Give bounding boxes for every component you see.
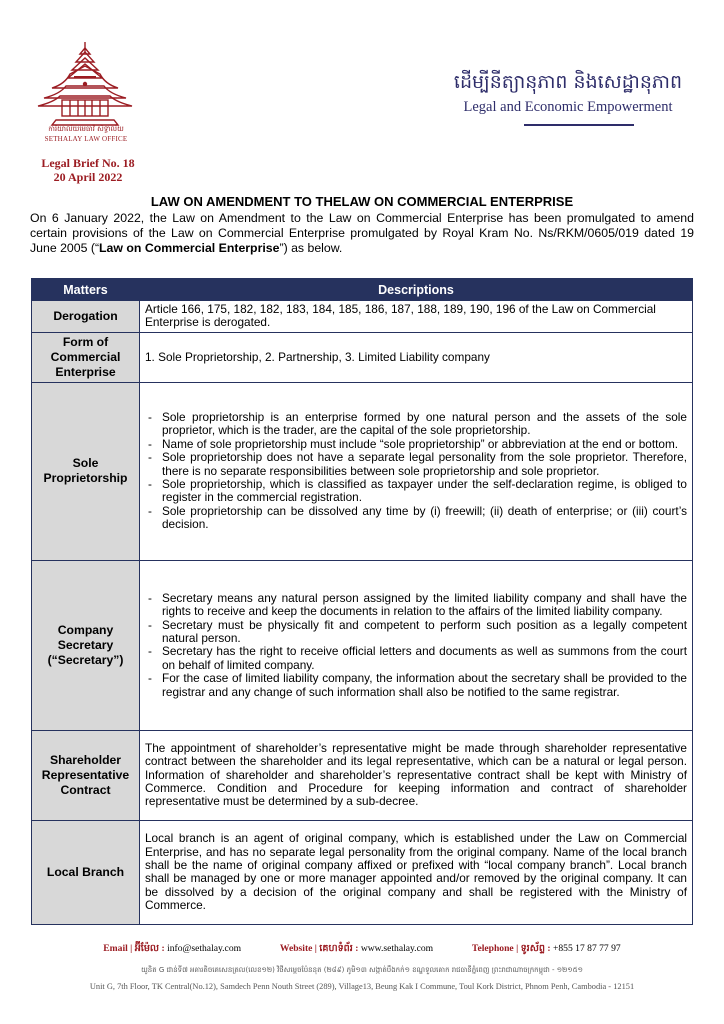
intro-paragraph [30,211,694,256]
matters-header: Matters [32,279,140,301]
email-link[interactable]: info@sethalay.com [167,943,242,954]
footer-address-english: Unit G, 7th Floor, TK Central(No.12), Samdech Penn Nouth Street (289), Village13, Beung Kak I Commune, Toul Kork District, Phnom Penh, Cambodia - 12151 [89,982,635,991]
intro-text-end: ”) as below. [279,241,343,255]
desc-sole [140,382,693,560]
list-item: - For the case of limited liability company, the information about the secretary shall be provided to the registrar and any change of such information shall also be notified to the same registrar. [145,672,687,699]
brief-date: 20 April 2022 [53,170,123,184]
table-header-row [32,279,693,301]
intro-text: On 6 January 2022, the Law on Amendment to the Law on Commercial Enterprise has been promulgated to amend certain provisions of the Law on Commercial Enterprise promulgated by Royal Kram No. Ns/RKM/0605/019 dated 19 June 2005 (“ [30,211,694,255]
website-label: Website | គេហទំព័រ : [279,943,359,954]
table-row [32,820,693,924]
program-english: Legal and Economic Empowerment [463,99,673,115]
document-title: LAW ON AMENDMENT TO THELAW ON COMMERCIAL ENTERPRISE [150,194,574,209]
desc-form: 1. Sole Proprietorship, 2. Partnership, 3. Limited Liability company [140,332,693,382]
desc-secretary [140,560,693,730]
footer-address-khmer: យូនិត G ជាន់ទី៧ អគារតិចគេសេនត្រល(លេខ១២) វិថីសម្តេចប៉ែននុត (២៨៩) ភូមិ១៣ សង្កាត់បឹងកក់១ ខណ្ឌទួលគោក រាជធានីភ្នំពេញ ព្រះរាជាណាចក្រកម្ពុជា - ១២១៥១ [141,966,583,974]
matter-branch: Local Branch [32,820,140,924]
table-row [32,332,693,382]
program-underline [524,124,634,126]
list-item: - Secretary must be physically fit and competent to perform such position as a legally competent natural person. [145,619,687,646]
website-link[interactable]: www.sethalay.com [360,943,434,954]
desc-branch: Local branch is an agent of original company, which is established under the Law on Commercial Enterprise, and has no separate legal personality from the original company. Name of the local branch shall be the name of original company affixed or prefixed with “local company branch”. Local branch shall be managed by one or more manager appointed and/or removed by the original company. It can be dissolved by a decision of the original company and shall be registered with the Ministry of Commerce. [140,820,693,924]
intro-bold-term: Law on Commercial Enterprise [99,241,280,255]
list-item: - Secretary means any natural person assigned by the limited liability company and shall have the rights to receive and keep the documents in relation to the affairs of the limited liability company. [145,592,687,619]
footer-contacts [0,942,724,956]
brief-number: Legal Brief No. 18 [41,156,135,170]
list-item: - Name of sole proprietorship must include “sole proprietorship” or abbreviation at the end or bottom. [145,438,687,451]
table-row [32,301,693,333]
matter-shareholder: Shareholder Representative Contract [32,730,140,820]
list-item: - Sole proprietorship, which is classified as taxpayer under the self-declaration regime, is obliged to register in the commercial registration. [145,478,687,505]
desc-derogation: Article 166, 175, 182, 182, 183, 184, 185, 186, 187, 188, 189, 190, 196 of the Law on Commercial Enterprise is derogated. [140,301,693,333]
table-row [32,382,693,560]
matter-secretary: Company Secretary (“Secretary”) [32,560,140,730]
program-khmer: ដើម្បីនីត្យានុភាព និងសេដ្ឋានុភាព [453,71,683,93]
email-label: Email | អ៊ីម៉ែល : [103,943,165,954]
matter-form: Form of Commercial Enterprise [32,332,140,382]
table-row [32,730,693,820]
table-row [32,560,693,730]
matter-derogation: Derogation [32,301,140,333]
brief-info [24,156,152,184]
phone-number: +855 17 87 77 97 [552,943,621,954]
descriptions-header: Descriptions [140,279,693,301]
desc-shareholder: The appointment of shareholder’s representative might be made through shareholder representative contract between the shareholder and its legal representative, which can be a natural or legal person. Information of shareholder and shareholder’s representative contract shall be kept with Ministry of Commerce. Condition and Procedure for keeping information and contract of shareholder representative must be determined by a sub-decree. [140,730,693,820]
phone-label: Telephone | ទូរស័ព្ទ : [471,943,551,954]
logo-english-name: SETHALAY LAW OFFICE [44,135,128,143]
matters-table [31,278,693,925]
list-item: - Sole proprietorship is an enterprise formed by one natural person and the assets of the sole proprietor, which is the trader, are the capital of the sole proprietorship. [145,411,687,438]
matter-sole: Sole Proprietorship [32,382,140,560]
list-item: - Sole proprietorship does not have a separate legal personality from the sole proprietor. Therefore, there is no separate responsibilities between sole proprietorship and sole proprietor. [145,451,687,478]
list-item: - Secretary has the right to receive official letters and documents as well as summons from the court on behalf of limited company. [145,645,687,672]
logo-khmer-name: ការិយាល័យមេធាវី សិទ្ធាល័យ [48,125,124,133]
list-item: - Sole proprietorship can be dissolved any time by (i) freewill; (ii) death of enterprise; or (iii) court’s decision. [145,505,687,532]
